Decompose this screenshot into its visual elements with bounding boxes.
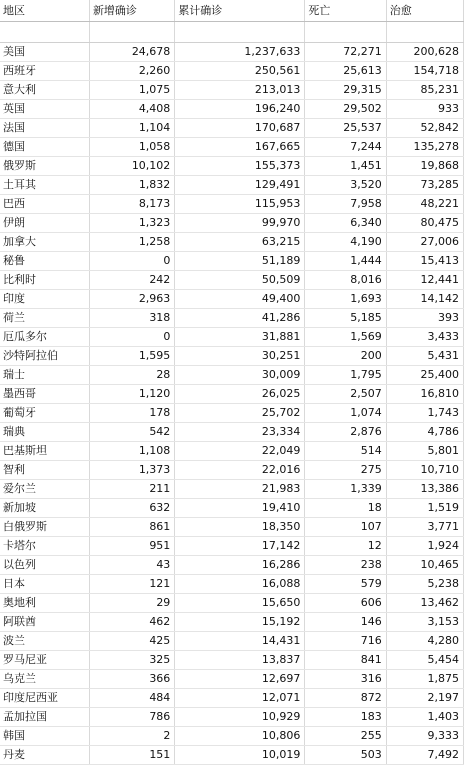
cell-deaths[interactable]: 1,693	[305, 290, 386, 309]
cell-total-cases[interactable]: 23,334	[175, 423, 305, 442]
cell-new-cases[interactable]: 1,058	[89, 138, 174, 157]
table-row	[0, 233, 464, 252]
cell-recovered[interactable]: 9,333	[386, 727, 463, 746]
cell-region[interactable]: 乌克兰	[0, 670, 89, 689]
cell-region[interactable]: 意大利	[0, 81, 89, 100]
cell-new-cases[interactable]: 28	[89, 366, 174, 385]
header-recovered[interactable]: 治愈	[386, 0, 463, 22]
cell-new-cases[interactable]: 632	[89, 499, 174, 518]
cell-new-cases[interactable]: 8,173	[89, 195, 174, 214]
cell-new-cases[interactable]: 29	[89, 594, 174, 613]
cell-total-cases[interactable]: 99,970	[175, 214, 305, 233]
cell-deaths[interactable]: 107	[305, 518, 386, 537]
table-row	[0, 518, 464, 537]
cell-region[interactable]: 墨西哥	[0, 385, 89, 404]
cell-new-cases[interactable]: 2,963	[89, 290, 174, 309]
cell-new-cases[interactable]: 1,075	[89, 81, 174, 100]
table-row	[0, 594, 464, 613]
cell-total-cases[interactable]: 51,189	[175, 252, 305, 271]
cell-region[interactable]: 秘鲁	[0, 252, 89, 271]
cell-new-cases[interactable]: 542	[89, 423, 174, 442]
cell-total-cases[interactable]: 14,431	[175, 632, 305, 651]
table-row	[0, 689, 464, 708]
cell-deaths[interactable]: 7,958	[305, 195, 386, 214]
cell-total-cases[interactable]: 17,142	[175, 537, 305, 556]
cell-region[interactable]: 瑞典	[0, 423, 89, 442]
cell-recovered[interactable]: 16,810	[386, 385, 463, 404]
cell-region[interactable]: 日本	[0, 575, 89, 594]
cell-recovered[interactable]: 200,628	[386, 43, 463, 62]
cell-new-cases[interactable]: 1,832	[89, 176, 174, 195]
cell-deaths[interactable]: 183	[305, 708, 386, 727]
cell-region[interactable]: 卡塔尔	[0, 537, 89, 556]
cell-recovered[interactable]: 10,710	[386, 461, 463, 480]
header-row	[0, 0, 464, 22]
cell-region[interactable]: 荷兰	[0, 309, 89, 328]
cell-region[interactable]: 法国	[0, 119, 89, 138]
cell-total-cases[interactable]: 196,240	[175, 100, 305, 119]
cell-new-cases[interactable]: 43	[89, 556, 174, 575]
table-row	[0, 480, 464, 499]
table-row	[0, 651, 464, 670]
cell-region[interactable]: 丹麦	[0, 746, 89, 765]
cell-deaths[interactable]: 12	[305, 537, 386, 556]
table-row	[0, 271, 464, 290]
cell-recovered[interactable]: 154,718	[386, 62, 463, 81]
table-row	[0, 157, 464, 176]
cell-region[interactable]: 德国	[0, 138, 89, 157]
cell-deaths[interactable]: 1,074	[305, 404, 386, 423]
cell-recovered[interactable]: 3,771	[386, 518, 463, 537]
cell-region[interactable]: 爱尔兰	[0, 480, 89, 499]
cell-total-cases[interactable]: 16,088	[175, 575, 305, 594]
cell-new-cases[interactable]: 318	[89, 309, 174, 328]
cell-total-cases[interactable]: 15,650	[175, 594, 305, 613]
cell-total-cases[interactable]: 22,016	[175, 461, 305, 480]
cell-deaths[interactable]: 579	[305, 575, 386, 594]
cell-recovered[interactable]: 1,519	[386, 499, 463, 518]
table-row	[0, 670, 464, 689]
table-row	[0, 81, 464, 100]
cell-total-cases[interactable]: 21,983	[175, 480, 305, 499]
cell-region[interactable]: 巴西	[0, 195, 89, 214]
cell-deaths[interactable]: 1,569	[305, 328, 386, 347]
table-row	[0, 366, 464, 385]
header-region[interactable]: 地区	[0, 0, 89, 22]
table-row	[0, 499, 464, 518]
cell-recovered[interactable]: 13,462	[386, 594, 463, 613]
table-row	[0, 290, 464, 309]
cell-total-cases[interactable]: 41,286	[175, 309, 305, 328]
cell-total-cases[interactable]: 19,410	[175, 499, 305, 518]
cell-new-cases[interactable]: 211	[89, 480, 174, 499]
cell-recovered[interactable]: 27,006	[386, 233, 463, 252]
table-row	[0, 746, 464, 765]
cell-recovered[interactable]: 52,842	[386, 119, 463, 138]
table-row	[0, 708, 464, 727]
cell-new-cases[interactable]: 0	[89, 328, 174, 347]
cell-deaths[interactable]: 1,444	[305, 252, 386, 271]
cell-region[interactable]: 美国	[0, 43, 89, 62]
cell-recovered[interactable]: 5,238	[386, 575, 463, 594]
cell-region[interactable]: 阿联酋	[0, 613, 89, 632]
cell-region[interactable]: 伊朗	[0, 214, 89, 233]
cell-new-cases[interactable]: 151	[89, 746, 174, 765]
cell-total-cases[interactable]: 250,561	[175, 62, 305, 81]
cell-new-cases[interactable]: 1,595	[89, 347, 174, 366]
cell-total-cases[interactable]: 10,929	[175, 708, 305, 727]
cell-recovered[interactable]: 25,400	[386, 366, 463, 385]
cell-new-cases[interactable]: 462	[89, 613, 174, 632]
cell-total-cases[interactable]: 170,687	[175, 119, 305, 138]
cell-deaths[interactable]: 841	[305, 651, 386, 670]
table-row	[0, 442, 464, 461]
cell-total-cases[interactable]: 30,009	[175, 366, 305, 385]
cell-region[interactable]: 加拿大	[0, 233, 89, 252]
cell-recovered[interactable]: 15,413	[386, 252, 463, 271]
cell-total-cases[interactable]: 129,491	[175, 176, 305, 195]
cell-recovered[interactable]: 1,743	[386, 404, 463, 423]
cell-new-cases[interactable]: 1,373	[89, 461, 174, 480]
cell-deaths[interactable]: 3,520	[305, 176, 386, 195]
cell-region[interactable]: 比利时	[0, 271, 89, 290]
cell-deaths[interactable]: 25,537	[305, 119, 386, 138]
cell-recovered[interactable]: 1,924	[386, 537, 463, 556]
cell-new-cases[interactable]: 325	[89, 651, 174, 670]
cell-new-cases[interactable]: 861	[89, 518, 174, 537]
cell-deaths[interactable]: 7,244	[305, 138, 386, 157]
cell-recovered[interactable]: 12,441	[386, 271, 463, 290]
cell-new-cases[interactable]: 1,323	[89, 214, 174, 233]
table-body	[0, 22, 464, 765]
cell-new-cases[interactable]: 10,102	[89, 157, 174, 176]
cell-deaths[interactable]: 29,315	[305, 81, 386, 100]
cell-deaths[interactable]: 1,451	[305, 157, 386, 176]
cell-total-cases[interactable]: 155,373	[175, 157, 305, 176]
cell-total-cases[interactable]: 63,215	[175, 233, 305, 252]
table-row	[0, 556, 464, 575]
cell-region[interactable]: 西班牙	[0, 62, 89, 81]
cell-total-cases[interactable]: 10,806	[175, 727, 305, 746]
cell-new-cases[interactable]: 1,120	[89, 385, 174, 404]
table-row	[0, 385, 464, 404]
cell-total-cases[interactable]: 18,350	[175, 518, 305, 537]
table-row	[0, 100, 464, 119]
table-row	[0, 328, 464, 347]
cell-total-cases[interactable]: 12,071	[175, 689, 305, 708]
cell-deaths[interactable]: 1,339	[305, 480, 386, 499]
cell-region[interactable]: 瑞士	[0, 366, 89, 385]
header-new-cases[interactable]: 新增确诊	[89, 0, 174, 22]
cell-deaths[interactable]: 4,190	[305, 233, 386, 252]
cell-recovered[interactable]: 73,285	[386, 176, 463, 195]
cell-total-cases[interactable]: 22,049	[175, 442, 305, 461]
table-row	[0, 613, 464, 632]
table-row	[0, 176, 464, 195]
header-total-cases[interactable]: 累计确诊	[175, 0, 305, 22]
cell-total-cases[interactable]: 1,237,633	[175, 43, 305, 62]
cell-new-cases[interactable]: 2	[89, 727, 174, 746]
cell-deaths[interactable]: 2,507	[305, 385, 386, 404]
cell-recovered[interactable]: 5,454	[386, 651, 463, 670]
cell-region[interactable]: 印度	[0, 290, 89, 309]
table-row	[0, 252, 464, 271]
cell-region[interactable]: 奥地利	[0, 594, 89, 613]
blank-cell[interactable]	[305, 22, 386, 43]
cell-region[interactable]: 葡萄牙	[0, 404, 89, 423]
cell-deaths[interactable]: 72,271	[305, 43, 386, 62]
table-row	[0, 632, 464, 651]
cell-region[interactable]: 沙特阿拉伯	[0, 347, 89, 366]
table-row	[0, 423, 464, 442]
cell-deaths[interactable]: 1,795	[305, 366, 386, 385]
cell-deaths[interactable]: 872	[305, 689, 386, 708]
cell-recovered[interactable]: 1,875	[386, 670, 463, 689]
cell-deaths[interactable]: 716	[305, 632, 386, 651]
cell-new-cases[interactable]: 121	[89, 575, 174, 594]
cell-total-cases[interactable]: 213,013	[175, 81, 305, 100]
table-row	[0, 119, 464, 138]
cell-deaths[interactable]: 29,502	[305, 100, 386, 119]
cell-recovered[interactable]: 5,431	[386, 347, 463, 366]
cell-new-cases[interactable]: 425	[89, 632, 174, 651]
cell-total-cases[interactable]: 49,400	[175, 290, 305, 309]
table-row	[0, 309, 464, 328]
cell-new-cases[interactable]: 484	[89, 689, 174, 708]
cell-total-cases[interactable]: 13,837	[175, 651, 305, 670]
cell-deaths[interactable]: 316	[305, 670, 386, 689]
cell-total-cases[interactable]: 15,192	[175, 613, 305, 632]
cell-deaths[interactable]: 503	[305, 746, 386, 765]
cell-region[interactable]: 俄罗斯	[0, 157, 89, 176]
cell-region[interactable]: 智利	[0, 461, 89, 480]
cell-deaths[interactable]: 514	[305, 442, 386, 461]
cell-total-cases[interactable]: 31,881	[175, 328, 305, 347]
cell-deaths[interactable]: 6,340	[305, 214, 386, 233]
blank-cell[interactable]	[175, 22, 305, 43]
cell-deaths[interactable]: 18	[305, 499, 386, 518]
cell-new-cases[interactable]: 366	[89, 670, 174, 689]
cell-recovered[interactable]: 10,465	[386, 556, 463, 575]
cell-new-cases[interactable]: 1,104	[89, 119, 174, 138]
cell-recovered[interactable]: 4,786	[386, 423, 463, 442]
cell-recovered[interactable]: 19,868	[386, 157, 463, 176]
table-row	[0, 537, 464, 556]
blank-cell[interactable]	[0, 22, 89, 43]
cell-region[interactable]: 罗马尼亚	[0, 651, 89, 670]
cell-new-cases[interactable]: 951	[89, 537, 174, 556]
cell-total-cases[interactable]: 167,665	[175, 138, 305, 157]
blank-cell[interactable]	[89, 22, 174, 43]
cell-region[interactable]: 白俄罗斯	[0, 518, 89, 537]
table-row	[0, 43, 464, 62]
header-deaths[interactable]: 死亡	[305, 0, 386, 22]
blank-row	[0, 22, 464, 43]
cell-total-cases[interactable]: 115,953	[175, 195, 305, 214]
cell-new-cases[interactable]: 4,408	[89, 100, 174, 119]
cell-new-cases[interactable]: 786	[89, 708, 174, 727]
cell-total-cases[interactable]: 25,702	[175, 404, 305, 423]
cell-deaths[interactable]: 8,016	[305, 271, 386, 290]
cell-deaths[interactable]: 146	[305, 613, 386, 632]
cell-recovered[interactable]: 2,197	[386, 689, 463, 708]
cell-region[interactable]: 印度尼西亚	[0, 689, 89, 708]
cell-recovered[interactable]: 7,492	[386, 746, 463, 765]
cell-deaths[interactable]: 255	[305, 727, 386, 746]
cell-recovered[interactable]: 4,280	[386, 632, 463, 651]
cell-recovered[interactable]: 14,142	[386, 290, 463, 309]
cell-region[interactable]: 巴基斯坦	[0, 442, 89, 461]
cell-new-cases[interactable]: 24,678	[89, 43, 174, 62]
table-row	[0, 461, 464, 480]
cell-deaths[interactable]: 200	[305, 347, 386, 366]
table-row	[0, 575, 464, 594]
cell-deaths[interactable]: 2,876	[305, 423, 386, 442]
table-row	[0, 404, 464, 423]
cell-region[interactable]: 英国	[0, 100, 89, 119]
cell-recovered[interactable]: 5,801	[386, 442, 463, 461]
cell-new-cases[interactable]: 2,260	[89, 62, 174, 81]
cell-new-cases[interactable]: 1,258	[89, 233, 174, 252]
cell-total-cases[interactable]: 16,286	[175, 556, 305, 575]
cell-deaths[interactable]: 606	[305, 594, 386, 613]
cell-deaths[interactable]: 275	[305, 461, 386, 480]
cell-recovered[interactable]: 13,386	[386, 480, 463, 499]
cell-region[interactable]: 新加坡	[0, 499, 89, 518]
cell-deaths[interactable]: 5,185	[305, 309, 386, 328]
table-row	[0, 347, 464, 366]
cell-recovered[interactable]: 85,231	[386, 81, 463, 100]
cell-new-cases[interactable]: 178	[89, 404, 174, 423]
cell-region[interactable]: 波兰	[0, 632, 89, 651]
table-row	[0, 727, 464, 746]
table-row	[0, 195, 464, 214]
table-row	[0, 62, 464, 81]
cell-new-cases[interactable]: 0	[89, 252, 174, 271]
table-row	[0, 214, 464, 233]
cell-recovered[interactable]: 3,433	[386, 328, 463, 347]
cell-region[interactable]: 土耳其	[0, 176, 89, 195]
cell-recovered[interactable]: 48,221	[386, 195, 463, 214]
cell-recovered[interactable]: 393	[386, 309, 463, 328]
cell-total-cases[interactable]: 30,251	[175, 347, 305, 366]
cell-total-cases[interactable]: 50,509	[175, 271, 305, 290]
cell-total-cases[interactable]: 10,019	[175, 746, 305, 765]
cell-region[interactable]: 孟加拉国	[0, 708, 89, 727]
cell-recovered[interactable]: 933	[386, 100, 463, 119]
cell-region[interactable]: 韩国	[0, 727, 89, 746]
cell-new-cases[interactable]: 242	[89, 271, 174, 290]
cell-new-cases[interactable]: 1,108	[89, 442, 174, 461]
cell-recovered[interactable]: 3,153	[386, 613, 463, 632]
cell-deaths[interactable]: 25,613	[305, 62, 386, 81]
table-row	[0, 138, 464, 157]
cell-recovered[interactable]: 1,403	[386, 708, 463, 727]
cell-recovered[interactable]: 135,278	[386, 138, 463, 157]
cell-deaths[interactable]: 238	[305, 556, 386, 575]
cell-region[interactable]: 以色列	[0, 556, 89, 575]
cell-region[interactable]: 厄瓜多尔	[0, 328, 89, 347]
cell-recovered[interactable]: 80,475	[386, 214, 463, 233]
cell-total-cases[interactable]: 26,025	[175, 385, 305, 404]
cell-total-cases[interactable]: 12,697	[175, 670, 305, 689]
blank-cell[interactable]	[386, 22, 463, 43]
